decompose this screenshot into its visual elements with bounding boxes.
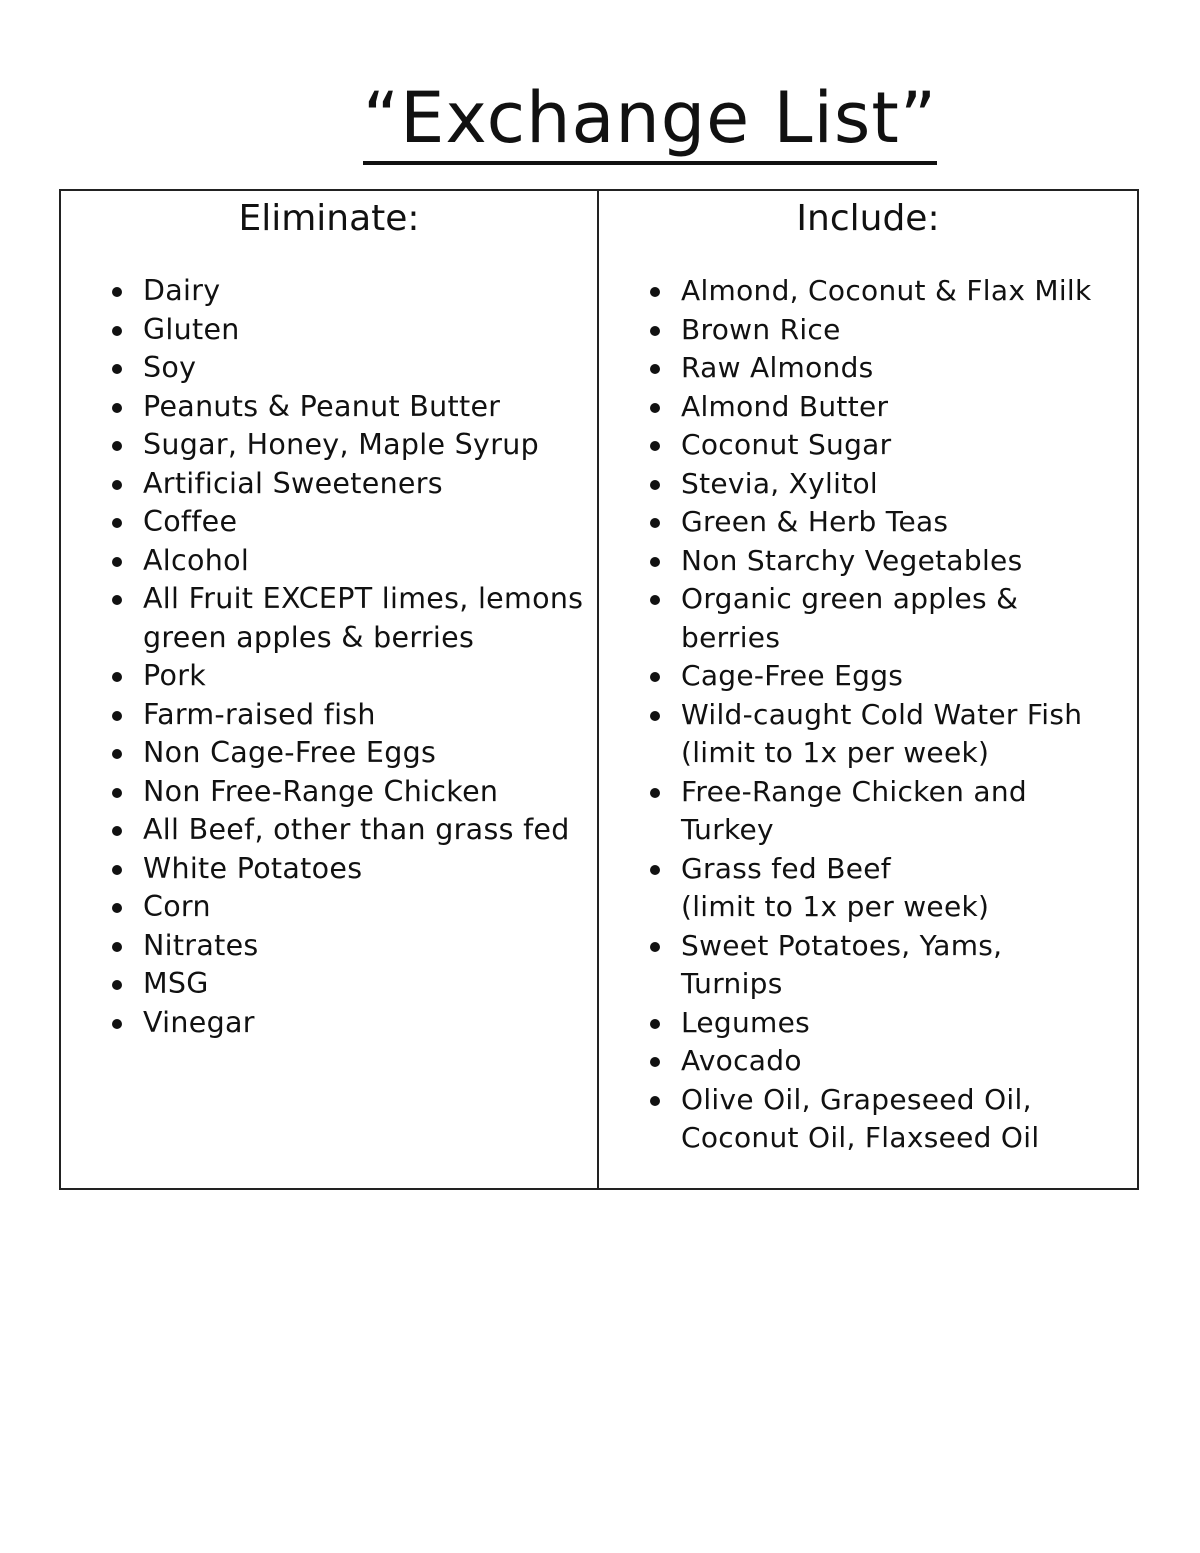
bullet-icon [650,287,660,297]
list-item-text: Free-Range Chicken and Turkey [681,774,1028,846]
bullet-icon [112,749,122,759]
bullet-icon [650,1019,660,1029]
list-item-text: Corn [143,890,211,923]
list-item-text: Soy [143,351,197,384]
list-item-text: Wild-caught Cold Water Fish (limit to 1x per week) [681,697,1083,769]
list-item-text: Sugar, Honey, Maple Syrup [143,428,539,461]
list-item-text: Stevia, Xylitol [681,466,878,500]
list-item-text: All Fruit EXCEPT limes, lemons green apples & berries [143,582,584,654]
list-item [643,850,1092,927]
bullet-icon [112,441,122,451]
bullet-icon [112,1019,122,1029]
bullet-icon [112,364,122,374]
eliminate-heading: Eliminate: [238,198,420,239]
list-item-text: Brown Rice [681,312,841,346]
list-item [643,1042,1092,1081]
bullet-icon [650,403,660,413]
bullet-icon [112,326,122,336]
bullet-icon [112,403,122,413]
list-item-text: Alcohol [143,543,250,577]
exchange-table [59,189,1139,1190]
include-column [599,191,1137,1188]
list-item [105,465,583,504]
eliminate-column [61,191,599,1188]
list-item [105,272,583,311]
bullet-icon [112,518,122,528]
list-item [643,657,1092,696]
bullet-icon [650,480,660,490]
list-item [105,426,583,465]
eliminate-list [105,272,583,1042]
list-item [643,927,1092,1004]
list-item-text: Organic green apples & berries [681,582,1019,654]
list-item [105,734,583,773]
list-item [643,773,1092,850]
list-item [105,388,583,427]
bullet-icon [112,903,122,913]
list-item [105,311,583,350]
bullet-icon [650,711,660,721]
list-item-text: Dairy [143,274,221,307]
list-item [105,696,583,735]
bullet-icon [650,326,660,336]
list-item-text: Avocado [681,1044,802,1077]
bullet-icon [650,1096,660,1106]
bullet-icon [650,942,660,952]
list-item-text: Gluten [143,312,240,346]
list-item-text: Non Free-Range Chicken [143,774,499,808]
list-item-text: White Potatoes [143,851,363,885]
bullet-icon [112,826,122,836]
list-item-text: Farm-raised fish [143,697,376,731]
list-item-text: Almond, Coconut & Flax Milk [681,274,1092,307]
list-item [105,927,583,966]
list-item-text: Olive Oil, Grapeseed Oil, Coconut Oil, Flaxseed Oil [681,1082,1040,1154]
page-title-text: “Exchange List” [363,77,937,165]
list-item-text: Non Cage-Free Eggs [143,736,437,769]
list-item [105,657,583,696]
include-list [643,272,1092,1158]
bullet-icon [112,480,122,490]
list-item [105,349,583,388]
list-item [643,465,1092,504]
bullet-icon [650,557,660,567]
list-item-text: Coffee [143,505,238,538]
bullet-icon [112,711,122,721]
bullet-icon [650,672,660,682]
list-item [643,542,1092,581]
include-heading: Include: [796,198,940,239]
list-item-text: Artificial Sweeteners [143,466,443,500]
bullet-icon [650,595,660,605]
bullet-icon [112,557,122,567]
list-item [105,888,583,927]
list-item-text: Legumes [681,1005,811,1039]
bullet-icon [650,364,660,374]
bullet-icon [112,865,122,875]
list-item-text: Sweet Potatoes, Yams, Turnips [681,928,1003,1000]
list-item-text: Green & Herb Teas [681,505,949,538]
list-item-text: Pork [143,659,207,692]
bullet-icon [650,788,660,798]
list-item [643,1081,1092,1158]
bullet-icon [650,441,660,451]
bullet-icon [650,865,660,875]
bullet-icon [112,287,122,297]
list-item [643,580,1092,657]
list-item [643,426,1092,465]
page-title [0,78,1200,158]
bullet-icon [112,788,122,798]
list-item [643,696,1092,773]
list-item-text: Grass fed Beef (limit to 1x per week) [681,851,990,923]
list-item-text: Coconut Sugar [681,428,892,461]
list-item [643,503,1092,542]
bullet-icon [112,672,122,682]
list-item [105,811,583,850]
list-item [643,349,1092,388]
list-item-text: All Beef, other than grass fed [143,813,570,846]
list-item [105,1004,583,1043]
list-item [105,542,583,581]
list-item [643,388,1092,427]
list-item-text: Non Starchy Vegetables [681,543,1023,577]
list-item [105,850,583,889]
list-item [105,580,583,657]
list-item [643,272,1092,311]
list-item [643,1004,1092,1043]
bullet-icon [650,1057,660,1067]
list-item-text: Raw Almonds [681,351,874,384]
list-item [643,311,1092,350]
list-item [105,965,583,1004]
list-item-text: Almond Butter [681,389,889,423]
bullet-icon [650,518,660,528]
bullet-icon [112,942,122,952]
bullet-icon [112,595,122,605]
list-item-text: MSG [143,967,209,1000]
list-item-text: Peanuts & Peanut Butter [143,389,501,423]
list-item-text: Vinegar [143,1005,255,1039]
list-item-text: Nitrates [143,928,259,962]
list-item [105,503,583,542]
list-item-text: Cage-Free Eggs [681,659,904,692]
list-item [105,773,583,812]
bullet-icon [112,980,122,990]
